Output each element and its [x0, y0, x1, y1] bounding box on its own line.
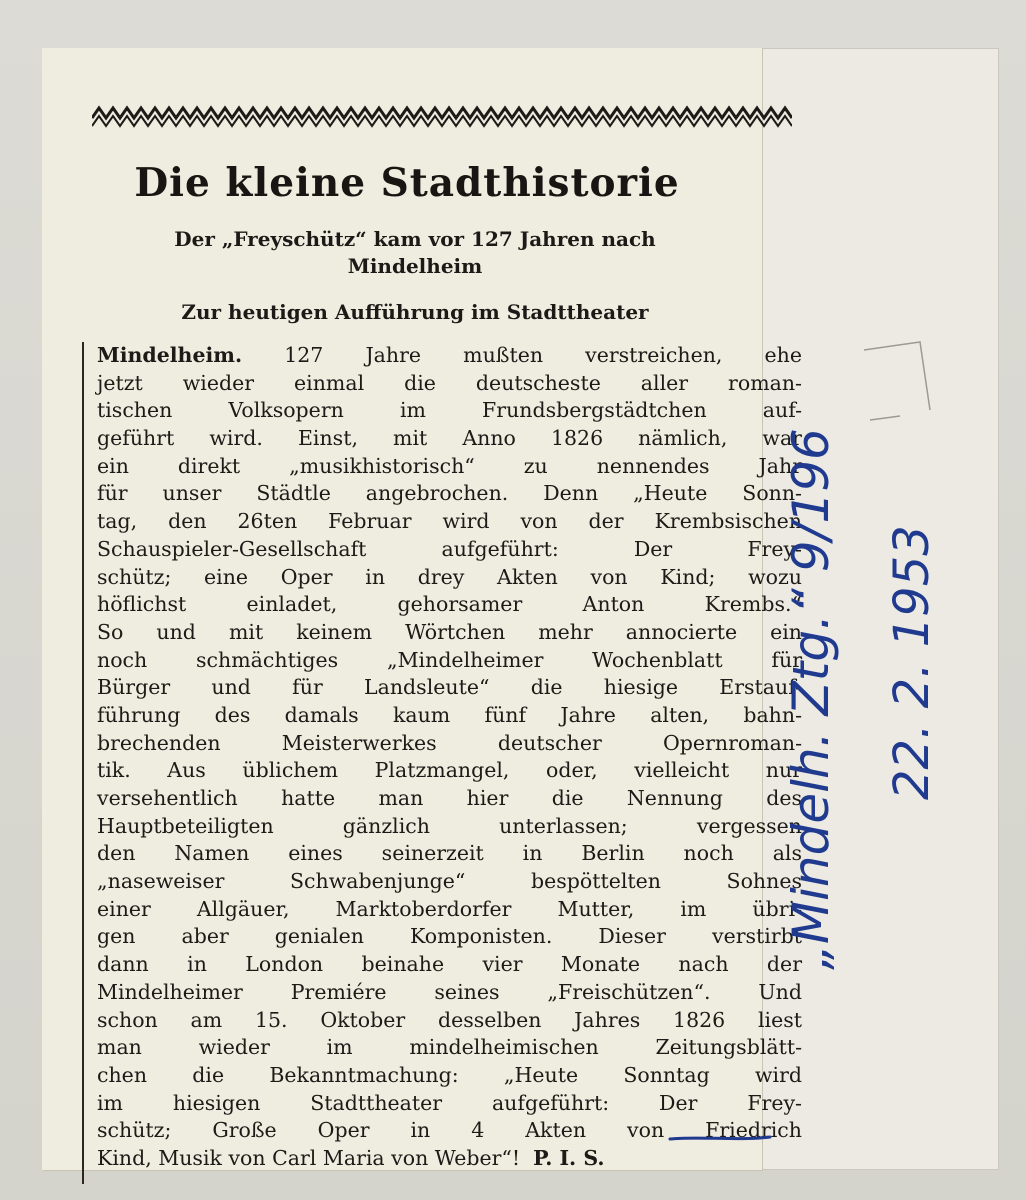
body-line: für unser Städtle angebrochen. Denn „Heute Sonn- — [97, 481, 802, 506]
annotation-date: 22. 2. 1953 — [884, 525, 940, 800]
body-line: tischen Volksopern im Frundsbergstädtchen auf- — [97, 398, 802, 423]
dateline: Mindelheim. — [97, 343, 243, 367]
body-line: Hauptbeteiligten gänzlich unterlassen; vergessen — [97, 813, 802, 838]
body-line: tik. Aus üblichem Platzmangel, oder, vielleicht nur — [97, 758, 802, 783]
body-line: noch schmächtiges „Mindelheimer Wochenblatt für — [97, 647, 802, 672]
handwritten-annotation — [770, 330, 970, 990]
body-line: So und mit keinem Wörtchen mehr annocierte ein — [97, 619, 802, 644]
body-line: jetzt wieder einmal die deutscheste aller roman- — [97, 370, 802, 395]
body-line: gen aber genialen Komponisten. Dieser verstirbt — [97, 924, 802, 949]
body-line: versehentlich hatte man hier die Nennung des — [97, 786, 802, 810]
handwritten-underline — [668, 1134, 772, 1142]
article-kicker: Zur heutigen Aufführung im Stadttheater — [181, 300, 649, 324]
article-title: Die kleine Stadthistorie — [134, 160, 680, 206]
body-line: ein direkt „musikhistorisch“ zu nennendes Jahr — [97, 453, 802, 478]
body-line: Mindelheimer Premiére seines „Freischützen“. Und — [97, 979, 802, 1004]
body-line: brechenden Meisterwerkes deutscher Opernroman- — [97, 730, 802, 755]
zigzag-border-ornament — [92, 104, 792, 130]
body-line: chen die Bekanntmachung: „Heute Sonntag wird — [97, 1062, 802, 1087]
body-line: höflichst einladet, gehorsamer Anton Krembs.“ — [97, 592, 802, 617]
article-subtitle — [90, 226, 740, 280]
body-line: schon am 15. Oktober desselben Jahres 1826 liest — [97, 1007, 802, 1032]
article-body — [97, 342, 802, 1173]
body-line: tag, den 26ten Februar wird von der Krembsischen — [97, 509, 802, 534]
body-line: geführt wird. Einst, mit Anno 1826 nämlich, war — [97, 426, 802, 451]
subtitle-line-2: Mindelheim — [347, 254, 483, 278]
annotation-source: „Mindelh. Ztg.“ 9/196 — [782, 428, 840, 970]
body-line: „naseweiser Schwabenjunge“ bespöttelten Sohnes — [97, 869, 802, 894]
body-line: im hiesigen Stadttheater aufgeführt: Der Frey- — [97, 1090, 802, 1115]
body-line: dann in London beinahe vier Monate nach der — [97, 952, 802, 977]
body-line: Bürger und für Landsleute“ die hiesige Erstauf- — [97, 675, 802, 700]
author-signature: P. I. S. — [533, 1145, 605, 1170]
subtitle-line-1: Der „Freyschütz“ kam vor 127 Jahren nach — [174, 227, 656, 251]
body-line-last — [97, 1145, 802, 1173]
body-line-first — [97, 342, 802, 370]
body-line: schütz; Große Oper in 4 Akten von Friedrich — [97, 1118, 802, 1143]
body-line: schütz; eine Oper in drey Akten von Kind; wozu — [97, 564, 802, 589]
body-line: Kind, Musik von Carl Maria von Weber“! — [97, 1145, 521, 1170]
newspaper-clipping — [42, 48, 802, 1170]
body-line: man wieder im mindelheimischen Zeitungsblätt- — [97, 1035, 802, 1060]
body-line: 127 Jahre mußten verstreichen, ehe — [242, 343, 802, 367]
body-line: Schauspieler-Gesellschaft aufgeführt: Der Frey- — [97, 536, 802, 561]
body-line: einer Allgäuer, Marktoberdorfer Mutter, im übri- — [97, 896, 802, 921]
body-line: führung des damals kaum fünf Jahre alten, bahn- — [97, 702, 802, 727]
body-line: den Namen eines seinerzeit in Berlin noch als — [97, 841, 802, 866]
column-rule — [82, 342, 84, 1184]
